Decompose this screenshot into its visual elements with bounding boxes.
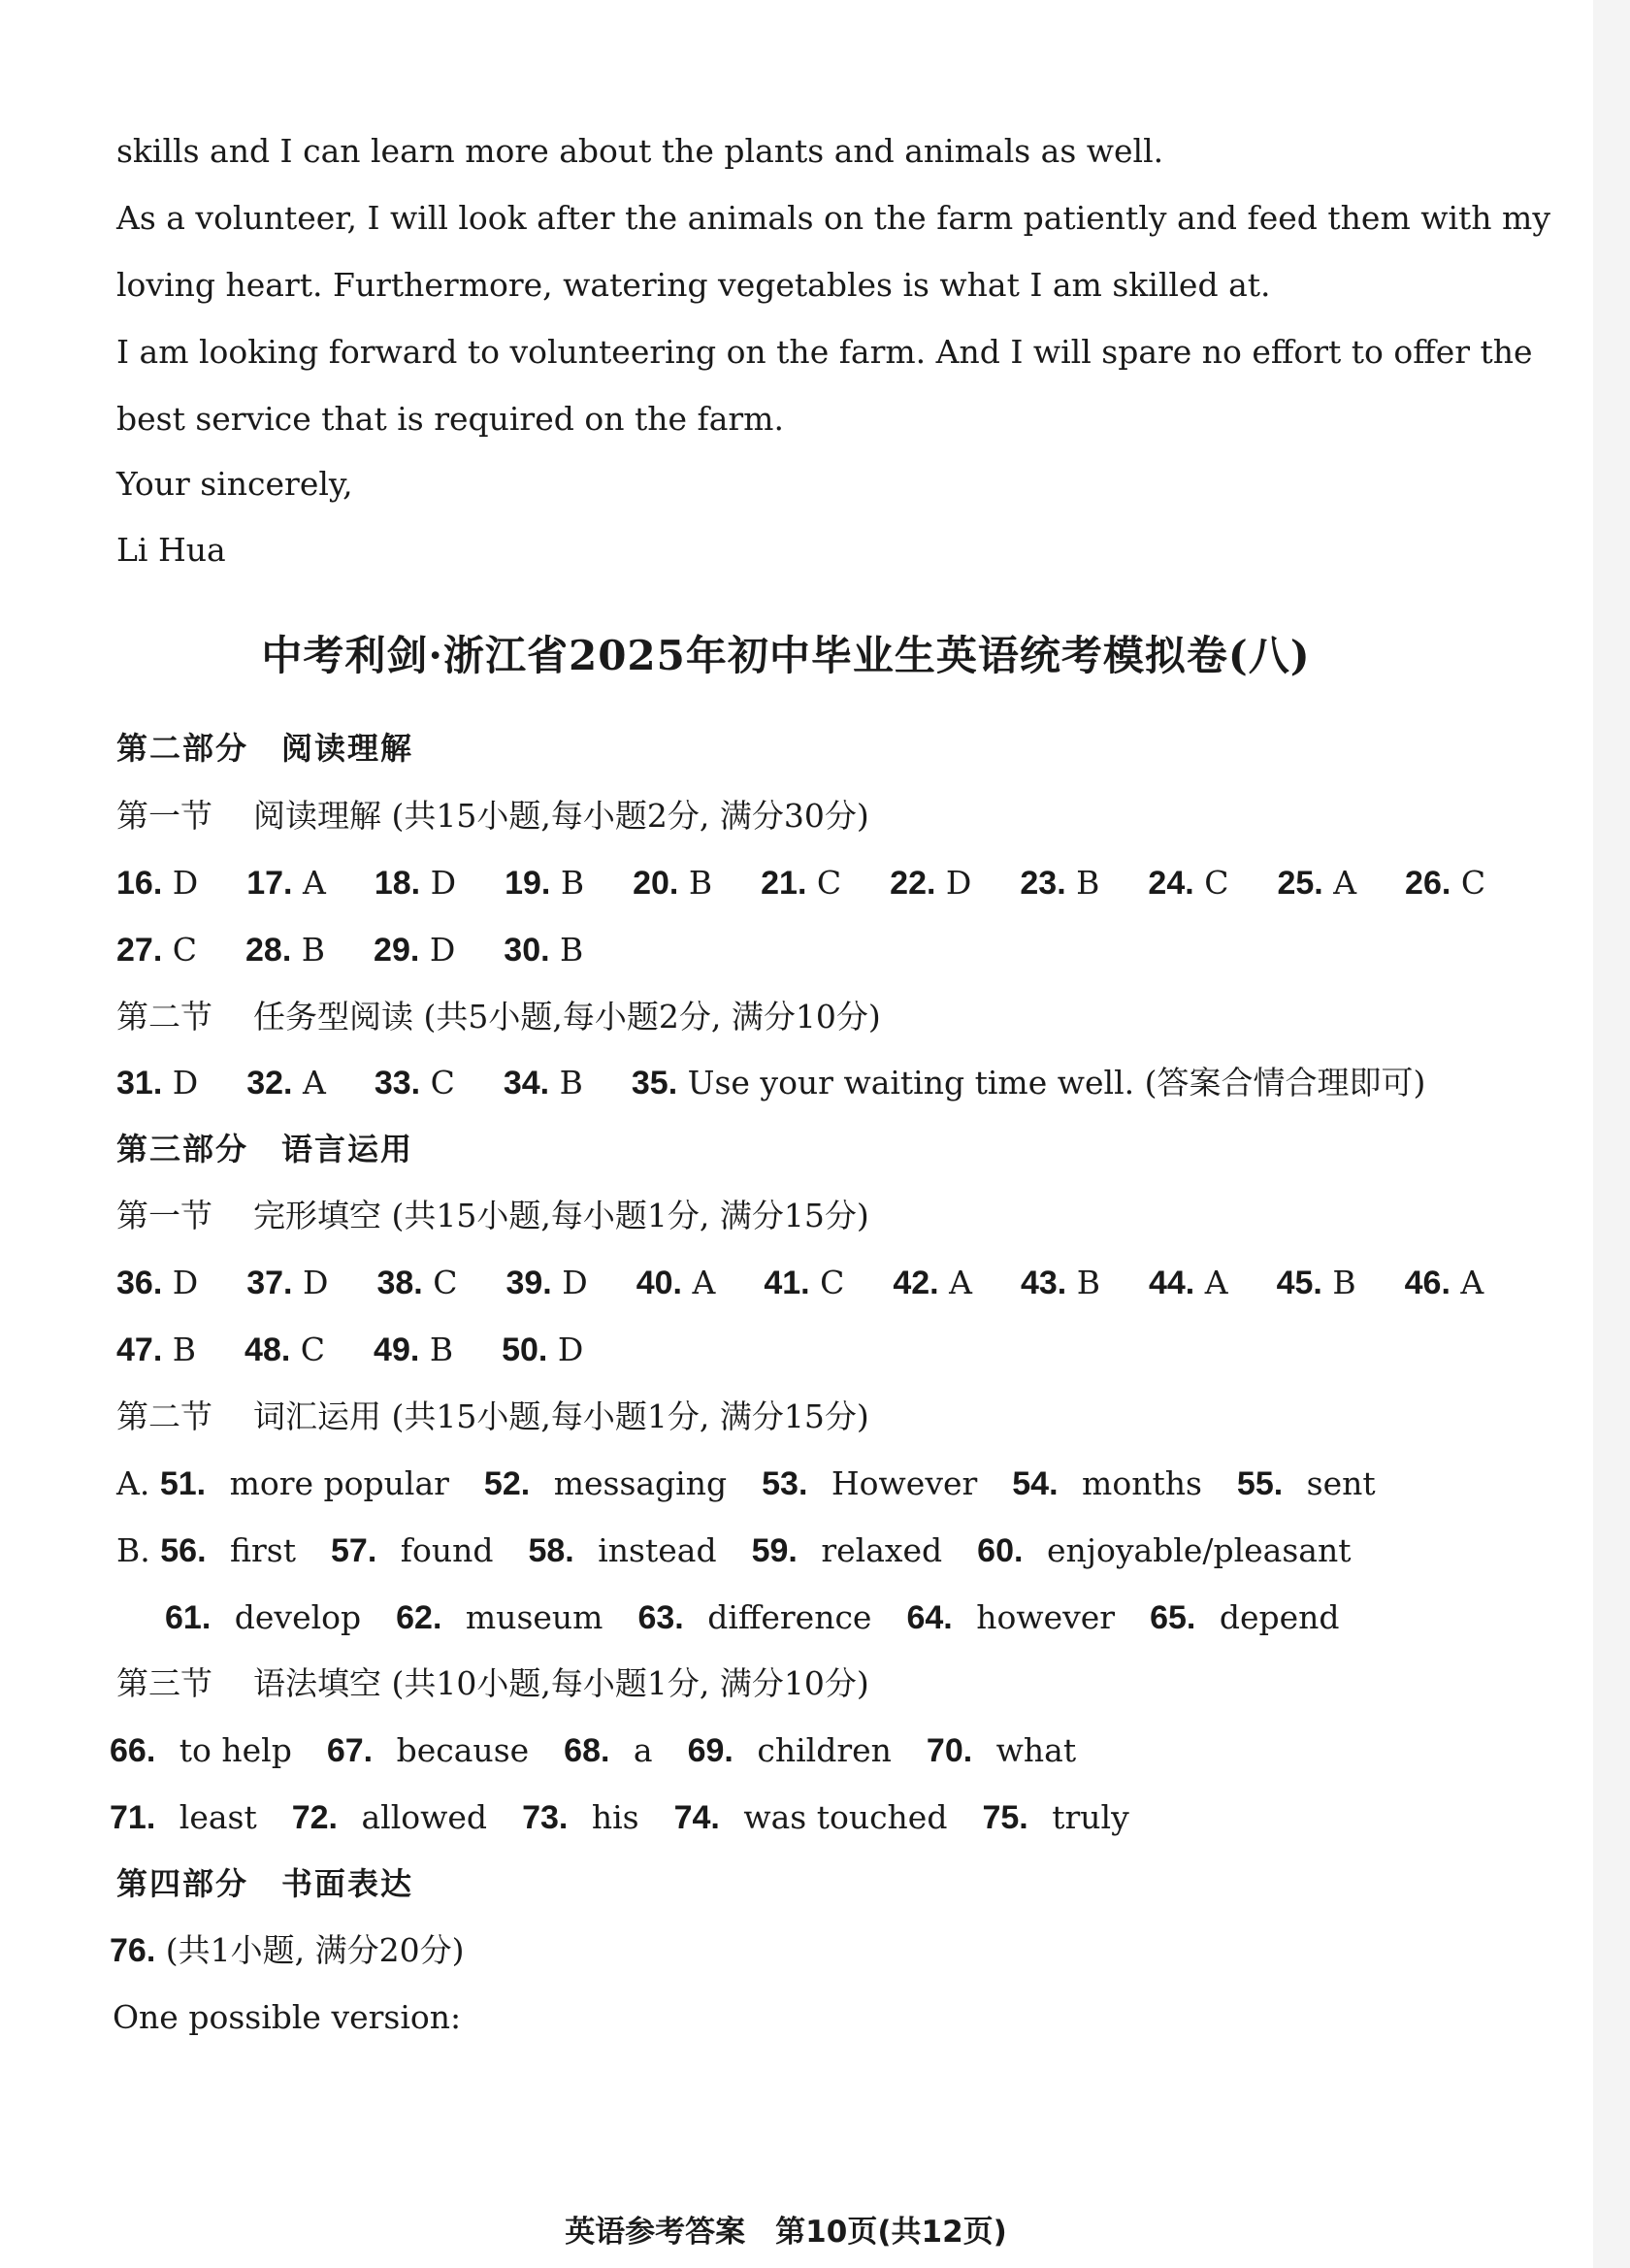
answer-item xyxy=(1148,864,1228,902)
answer-item xyxy=(505,1264,587,1301)
answer-item xyxy=(890,864,971,902)
part3-heading: 第三部分 语言运用 xyxy=(116,1131,414,1167)
answer-item xyxy=(674,1798,948,1836)
answer-text: B xyxy=(172,1331,197,1368)
answer-text: B xyxy=(560,931,584,969)
answer-text: more popular xyxy=(229,1464,449,1502)
answer-text: instead xyxy=(598,1531,717,1569)
answer-text: C xyxy=(1460,864,1486,902)
question-number: 35. xyxy=(631,1065,678,1101)
answer-item xyxy=(762,1464,977,1502)
answer-item xyxy=(1020,864,1099,902)
question-number: 32. xyxy=(246,1065,293,1101)
question-number: 68. xyxy=(564,1732,610,1769)
answer-item xyxy=(246,1264,328,1301)
answer-text: his xyxy=(591,1798,639,1836)
question-number: 42. xyxy=(893,1265,939,1301)
question-number: 21. xyxy=(761,865,807,902)
row-prefix: A. xyxy=(116,1464,150,1502)
answer-text: C xyxy=(1204,864,1229,902)
answer-text: however xyxy=(976,1598,1116,1636)
question-number: 20. xyxy=(633,865,679,902)
letter-line: loving heart. Furthermore, watering vegetables is what I am skilled at. xyxy=(116,266,1271,304)
question-number: 76. xyxy=(110,1932,156,1969)
fill-list xyxy=(160,1464,1411,1502)
part2-section1-header xyxy=(116,794,1523,838)
answer-row xyxy=(116,1328,1523,1372)
answer-item xyxy=(752,1531,943,1569)
answer-text: allowed xyxy=(361,1798,488,1836)
answer-item xyxy=(1012,1464,1202,1502)
question-number: 45. xyxy=(1276,1265,1322,1301)
answer-text: truly xyxy=(1052,1798,1129,1836)
answer-text: least xyxy=(179,1798,257,1836)
question-number: 70. xyxy=(926,1732,973,1769)
answer-item xyxy=(375,1064,455,1101)
question-number: 24. xyxy=(1148,865,1194,902)
scan-edge xyxy=(1593,0,1630,2268)
answer-text: because xyxy=(396,1731,530,1769)
question-number: 34. xyxy=(503,1065,550,1101)
answer-item xyxy=(160,1464,449,1502)
answer-text: A xyxy=(1460,1264,1484,1301)
question-number: 22. xyxy=(890,865,936,902)
answer-text: D xyxy=(562,1264,588,1301)
answer-text: what xyxy=(995,1731,1077,1769)
answer-item xyxy=(245,931,325,969)
answer-text: D xyxy=(945,864,972,902)
answer-item xyxy=(116,1264,198,1301)
question-number: 37. xyxy=(246,1265,293,1301)
version-label: One possible version: xyxy=(113,1998,462,2036)
answer-item xyxy=(977,1531,1351,1569)
answer-row xyxy=(116,1261,1523,1305)
answer-item xyxy=(331,1531,493,1569)
section-label: 第一节 xyxy=(116,1197,212,1234)
answer-text: D xyxy=(429,931,456,969)
fill-list xyxy=(160,1531,1386,1569)
answer-row xyxy=(116,928,1523,972)
question-number: 46. xyxy=(1404,1265,1451,1301)
answer-text: depend xyxy=(1219,1598,1340,1636)
section-score: (共10小题,每小题1分, 满分10分) xyxy=(391,1664,869,1702)
part2-section2-header xyxy=(116,995,1523,1039)
question-number: 67. xyxy=(326,1732,374,1769)
question-number: 53. xyxy=(762,1465,808,1502)
question-number: 41. xyxy=(764,1265,810,1301)
question-number: 74. xyxy=(673,1799,720,1836)
question-number: 27. xyxy=(116,932,163,969)
answer-item xyxy=(564,1731,652,1769)
question-number: 38. xyxy=(376,1265,423,1301)
question-number: 66. xyxy=(110,1732,156,1769)
answer-item xyxy=(1405,864,1485,902)
question-number: 63. xyxy=(637,1599,684,1636)
answer-text: B xyxy=(301,931,326,969)
answer-item xyxy=(504,1064,583,1101)
answer-text: difference xyxy=(707,1598,872,1636)
question-number: 61. xyxy=(165,1599,212,1636)
answer-row xyxy=(116,1061,1523,1105)
answer-item xyxy=(893,1264,972,1301)
answer-text: A xyxy=(303,864,326,902)
answer-item xyxy=(396,1598,603,1636)
letter-signature: Li Hua xyxy=(116,531,226,569)
question-number: 39. xyxy=(505,1265,552,1301)
question-number: 43. xyxy=(1020,1265,1067,1301)
section-name: 语法填空 xyxy=(253,1664,381,1702)
answer-text: B xyxy=(559,1064,583,1101)
question-number: 33. xyxy=(374,1065,421,1101)
section-name: 任务型阅读 xyxy=(253,998,413,1035)
answer-item xyxy=(1277,864,1356,902)
answer-text: develop xyxy=(234,1598,362,1636)
answer-row xyxy=(116,861,1523,905)
question-number: 26. xyxy=(1405,865,1451,902)
answer-row-A xyxy=(116,1462,1523,1506)
row-prefix: B. xyxy=(116,1531,150,1569)
question-number: 54. xyxy=(1012,1465,1059,1502)
answer-text: B xyxy=(1076,864,1100,902)
question-number: 52. xyxy=(483,1465,531,1502)
answer-text: D xyxy=(172,864,199,902)
question-number: 28. xyxy=(245,932,292,969)
answer-text: B xyxy=(429,1331,454,1368)
answer-item xyxy=(1277,1264,1356,1301)
answer-text: C xyxy=(172,931,198,969)
answer-text: months xyxy=(1082,1464,1202,1502)
question-number: 65. xyxy=(1150,1599,1196,1636)
question-number: 62. xyxy=(396,1599,442,1636)
answer-item xyxy=(484,1464,727,1502)
answer-item xyxy=(374,931,455,969)
answer-text: D xyxy=(172,1264,199,1301)
answer-item xyxy=(116,1331,196,1368)
question-number: 71. xyxy=(110,1799,156,1836)
question-number: 75. xyxy=(982,1799,1028,1836)
section-score: (共15小题,每小题2分, 满分30分) xyxy=(391,797,869,835)
question-number: 17. xyxy=(246,865,293,902)
answer-item xyxy=(116,1064,198,1101)
answer-text: Use your waiting time well. (答案合情合理即可) xyxy=(687,1064,1426,1101)
question-number: 25. xyxy=(1277,865,1323,902)
answer-text: D xyxy=(303,1264,329,1301)
question-76 xyxy=(110,1928,1523,1973)
question-number: 59. xyxy=(751,1532,798,1569)
exam-title: 中考利剑·浙江省2025年初中毕业生英语统考模拟卷(八) xyxy=(261,632,1311,679)
question-number: 56. xyxy=(160,1532,207,1569)
answer-item xyxy=(292,1798,487,1836)
question-number: 19. xyxy=(505,865,551,902)
answer-text: B xyxy=(1332,1264,1356,1301)
letter-line: skills and I can learn more about the plants and animals as well. xyxy=(116,132,1164,170)
answer-text: D xyxy=(430,864,457,902)
answer-item xyxy=(110,1798,257,1836)
answer-text: sent xyxy=(1306,1464,1376,1502)
answer-item xyxy=(1149,1264,1228,1301)
answer-item xyxy=(637,1598,871,1636)
answer-item xyxy=(160,1531,296,1569)
answer-item xyxy=(246,864,326,902)
answer-item xyxy=(636,1264,716,1301)
question-number: 72. xyxy=(291,1799,338,1836)
part4-heading: 第四部分 书面表达 xyxy=(116,1865,414,1902)
answer-item xyxy=(110,1731,292,1769)
letter-line: best service that is required on the farm. xyxy=(116,400,784,438)
section-score: (共15小题,每小题1分, 满分15分) xyxy=(391,1397,869,1435)
answer-item xyxy=(927,1731,1076,1769)
section-label: 第二节 xyxy=(116,998,212,1035)
letter-line: I am looking forward to volunteering on the farm. And I will spare no effort to offer the xyxy=(116,333,1533,371)
answer-item xyxy=(165,1598,361,1636)
question-number: 29. xyxy=(374,932,420,969)
section-label: 第一节 xyxy=(116,797,212,835)
question-number: 48. xyxy=(244,1331,291,1368)
answer-item xyxy=(1150,1598,1339,1636)
section-name: 词汇运用 xyxy=(253,1397,381,1435)
answer-text: D xyxy=(557,1331,584,1368)
letter-line: As a volunteer, I will look after the animals on the farm patiently and feed them with my xyxy=(116,199,1550,237)
answer-item xyxy=(1405,1264,1484,1301)
answer-item xyxy=(528,1531,716,1569)
question-number: 58. xyxy=(528,1532,574,1569)
answer-text: C xyxy=(433,1264,458,1301)
question-number: 60. xyxy=(977,1532,1024,1569)
question-number: 50. xyxy=(502,1331,548,1368)
question-number: 18. xyxy=(374,865,421,902)
part3-section2-header xyxy=(116,1395,1523,1439)
answer-text: A xyxy=(1204,1264,1228,1301)
section-label: 第二节 xyxy=(116,1397,212,1435)
answer-text: was touched xyxy=(743,1798,948,1836)
answer-text: to help xyxy=(179,1731,292,1769)
answer-item xyxy=(246,1064,326,1101)
answer-text: B xyxy=(1076,1264,1100,1301)
answer-item xyxy=(116,931,197,969)
answer-item xyxy=(764,1264,844,1301)
part3-section1-header xyxy=(116,1194,1523,1238)
answer-item xyxy=(244,1331,325,1368)
answer-row xyxy=(165,1595,1523,1640)
question-number: 49. xyxy=(374,1331,420,1368)
question-number: 64. xyxy=(906,1599,953,1636)
question-number: 16. xyxy=(116,865,163,902)
question-number: 57. xyxy=(331,1532,377,1569)
answer-item xyxy=(505,864,584,902)
answer-text: A xyxy=(1333,864,1357,902)
answer-item xyxy=(502,1331,583,1368)
answer-item xyxy=(761,864,841,902)
question-number: 30. xyxy=(504,932,550,969)
answer-text: messaging xyxy=(553,1464,728,1502)
answer-text: C xyxy=(430,1064,455,1101)
answer-text: C xyxy=(820,1264,845,1301)
answer-text: found xyxy=(400,1531,494,1569)
question-score: (共1小题, 满分20分) xyxy=(165,1931,465,1969)
section-label: 第三节 xyxy=(116,1664,212,1702)
question-number: 44. xyxy=(1148,1265,1195,1301)
answer-text: B xyxy=(688,864,713,902)
question-number: 51. xyxy=(159,1465,207,1502)
question-number: 69. xyxy=(687,1732,734,1769)
letter-closing: Your sincerely, xyxy=(116,465,353,503)
answer-text: relaxed xyxy=(821,1531,943,1569)
answer-item xyxy=(116,864,198,902)
section-name: 阅读理解 xyxy=(253,797,381,835)
question-number: 31. xyxy=(116,1065,163,1101)
answer-text: A xyxy=(692,1264,716,1301)
answer-item xyxy=(688,1731,892,1769)
answer-item xyxy=(1021,1264,1100,1301)
question-number: 40. xyxy=(636,1265,682,1301)
answer-text: However xyxy=(831,1464,978,1502)
question-number: 73. xyxy=(522,1799,569,1836)
answer-text: C xyxy=(300,1331,326,1368)
question-number: 55. xyxy=(1236,1465,1284,1502)
section-score: (共15小题,每小题1分, 满分15分) xyxy=(391,1197,869,1234)
answer-item xyxy=(632,1064,1425,1101)
answer-item xyxy=(327,1731,529,1769)
section-name: 完形填空 xyxy=(253,1197,381,1234)
answer-item xyxy=(376,1264,457,1301)
answer-item xyxy=(633,864,712,902)
answer-text: first xyxy=(230,1531,296,1569)
answer-text: children xyxy=(757,1731,892,1769)
answer-text: A xyxy=(303,1064,326,1101)
answer-text: D xyxy=(172,1064,199,1101)
part2-heading: 第二部分 阅读理解 xyxy=(116,730,414,767)
answer-item xyxy=(374,1331,453,1368)
page-footer: 英语参考答案 第10页(共12页) xyxy=(565,2215,1007,2250)
answer-item xyxy=(1237,1464,1376,1502)
answer-item xyxy=(375,864,456,902)
answer-item xyxy=(982,1798,1128,1836)
answer-text: C xyxy=(816,864,842,902)
answer-text: museum xyxy=(465,1598,603,1636)
question-number: 47. xyxy=(116,1331,163,1368)
answer-text: enjoyable/pleasant xyxy=(1046,1531,1352,1569)
answer-row-B xyxy=(116,1528,1523,1573)
answer-item xyxy=(522,1798,639,1836)
question-number: 23. xyxy=(1020,865,1066,902)
part3-section3-header xyxy=(116,1661,1523,1706)
section-score: (共5小题,每小题2分, 满分10分) xyxy=(423,998,881,1035)
answer-text: A xyxy=(949,1264,972,1301)
answer-text: B xyxy=(560,864,585,902)
answer-row xyxy=(110,1795,1523,1840)
answer-item xyxy=(906,1598,1115,1636)
question-number: 36. xyxy=(116,1265,163,1301)
answer-row xyxy=(110,1728,1523,1773)
answer-text: a xyxy=(633,1731,653,1769)
answer-item xyxy=(504,931,583,969)
